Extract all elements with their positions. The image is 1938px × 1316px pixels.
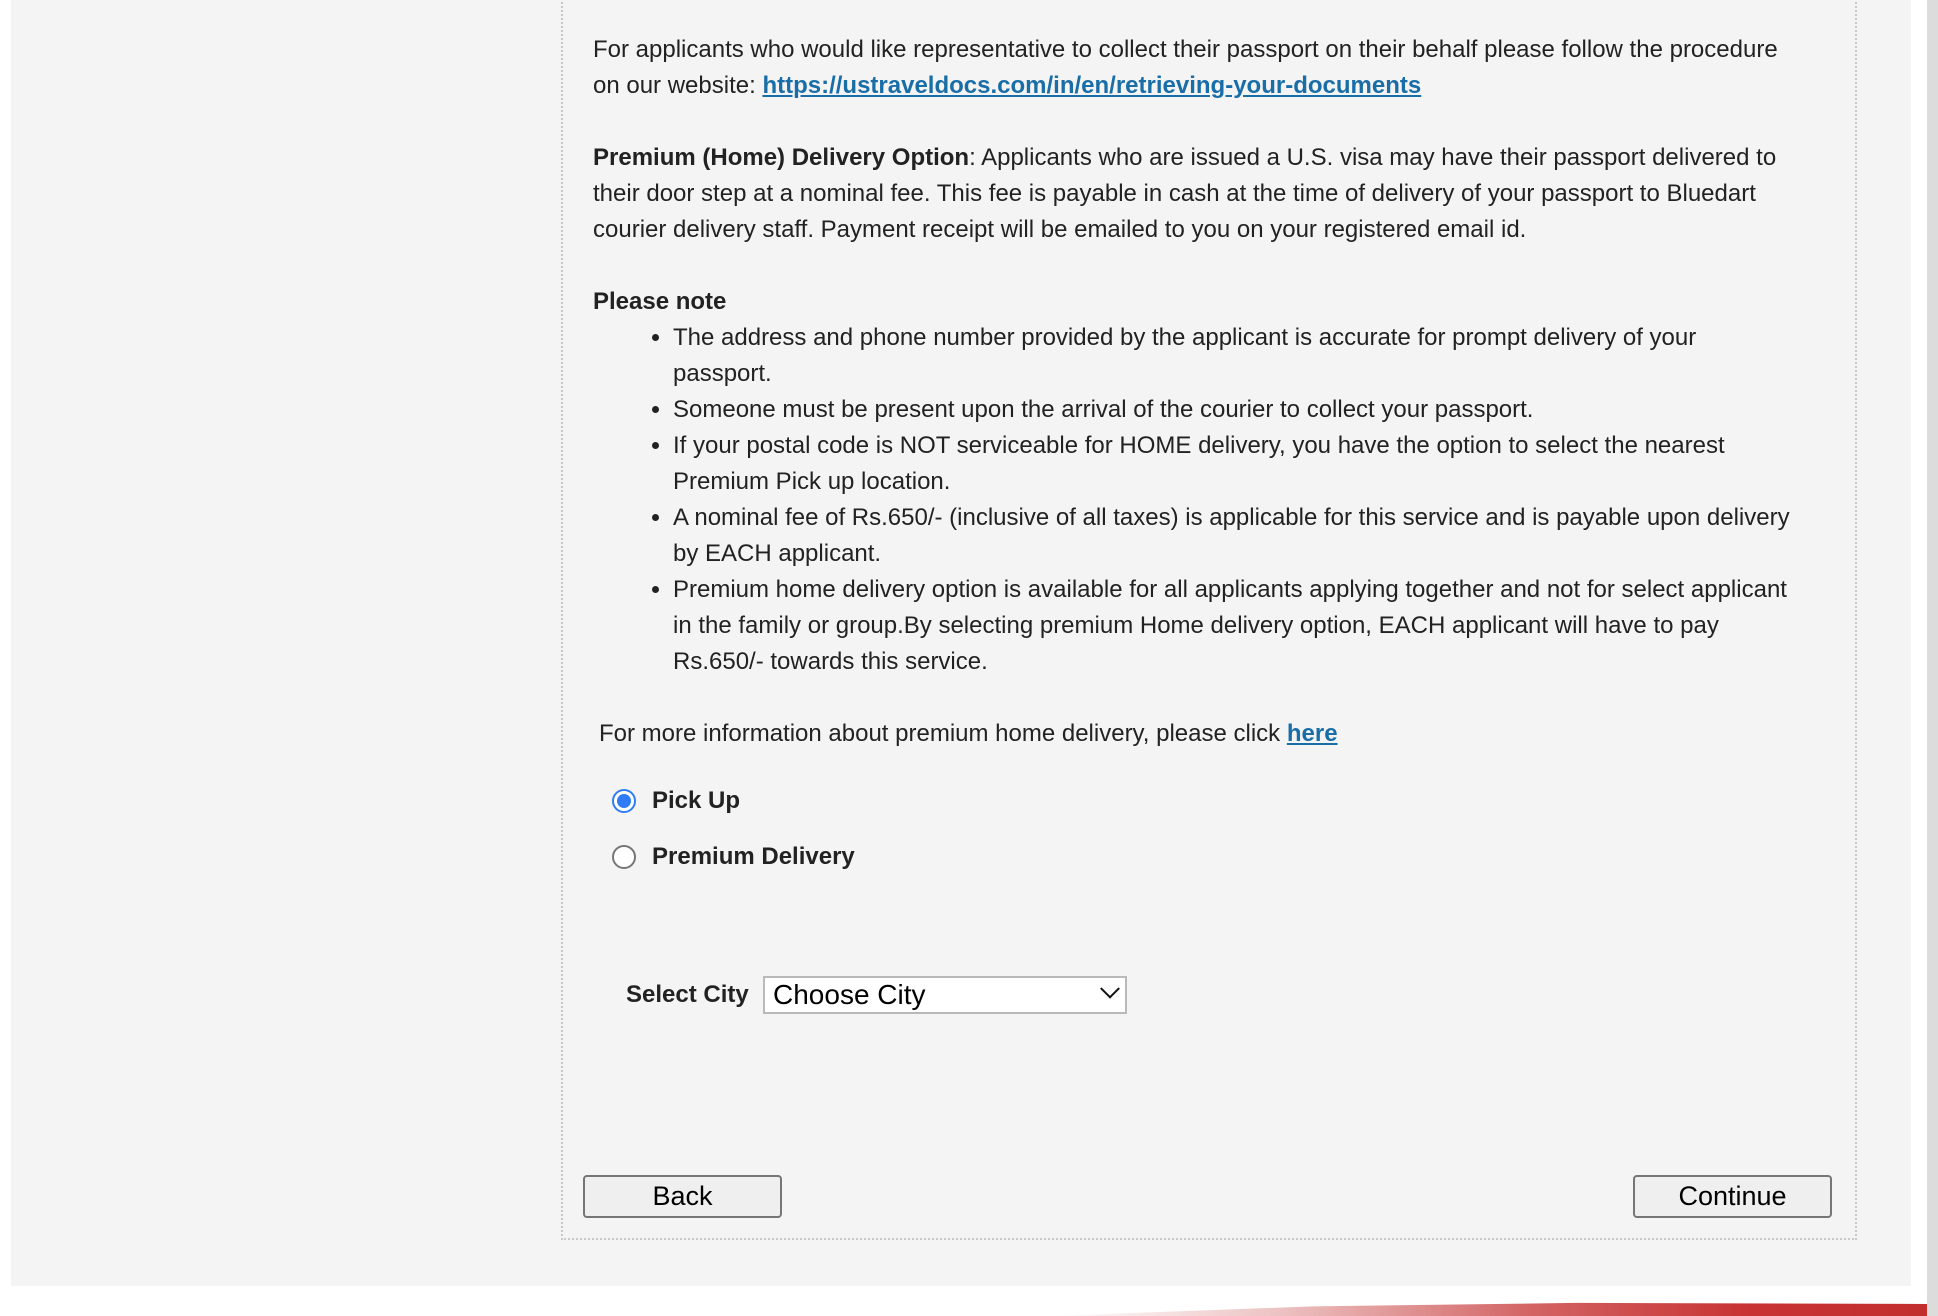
- scrollbar[interactable]: [1927, 0, 1938, 1316]
- list-item: • Premium home delivery option is available for all applicants applying together and not for select applicant in the family or group.By selecting premium Home delivery option, EACH applicant will have to pay Rs.650/- towards this service.: [673, 572, 1798, 680]
- select-city-label: Select City: [626, 981, 749, 1008]
- chevron-down-icon[interactable]: [1100, 979, 1120, 999]
- city-select-value[interactable]: Choose City: [773, 979, 926, 1010]
- premium-text: : Applicants who are issued a U.S. visa may have their passport delivered to their door step at a nominal fee. This fee is payable in cash at the time of delivery of your passport to Bluedart courier delivery staff. Payment receipt will be emailed to you on your registered email id.: [593, 144, 1777, 243]
- radio-unchecked-icon[interactable]: [612, 845, 636, 869]
- representative-text: For applicants who would like representative to collect their passport on their behalf please follow the procedure on our website:: [593, 36, 1778, 99]
- list-item: • A nominal fee of Rs.650/- (inclusive of all taxes) is applicable for this service and is payable upon delivery by EACH applicant.: [673, 500, 1798, 572]
- list-item: • Someone must be present upon the arrival of the courier to collect your passport.: [673, 392, 1798, 428]
- more-info-line: [599, 716, 1338, 752]
- continue-button[interactable]: Continue: [1633, 1175, 1832, 1218]
- retrieving-documents-link[interactable]: https://ustraveldocs.com/in/en/retrieving-your-documents: [762, 72, 1422, 99]
- back-button[interactable]: Back: [583, 1175, 782, 1218]
- premium-delivery-paragraph: [593, 140, 1803, 248]
- please-note-heading: Please note: [593, 288, 727, 315]
- radio-label[interactable]: Premium Delivery: [652, 843, 855, 870]
- footer-decoration: [1050, 1300, 1927, 1316]
- radio-premium-delivery[interactable]: [612, 843, 855, 871]
- radio-pick-up[interactable]: [612, 787, 740, 815]
- more-info-link[interactable]: here: [1286, 720, 1338, 747]
- more-info-text: For more information about premium home delivery, please click: [599, 720, 1287, 747]
- premium-heading: Premium (Home) Delivery Option: [593, 144, 970, 171]
- radio-label[interactable]: Pick Up: [652, 787, 741, 814]
- representative-paragraph: [593, 32, 1803, 104]
- list-item: • The address and phone number provided by the applicant is accurate for prompt delivery of your passport.: [673, 320, 1798, 392]
- list-item: • If your postal code is NOT serviceable for HOME delivery, you have the option to select the nearest Premium Pick up location.: [673, 428, 1798, 500]
- radio-checked-icon[interactable]: [612, 789, 636, 813]
- note-list: [640, 320, 1798, 680]
- city-select[interactable]: [763, 976, 1127, 1014]
